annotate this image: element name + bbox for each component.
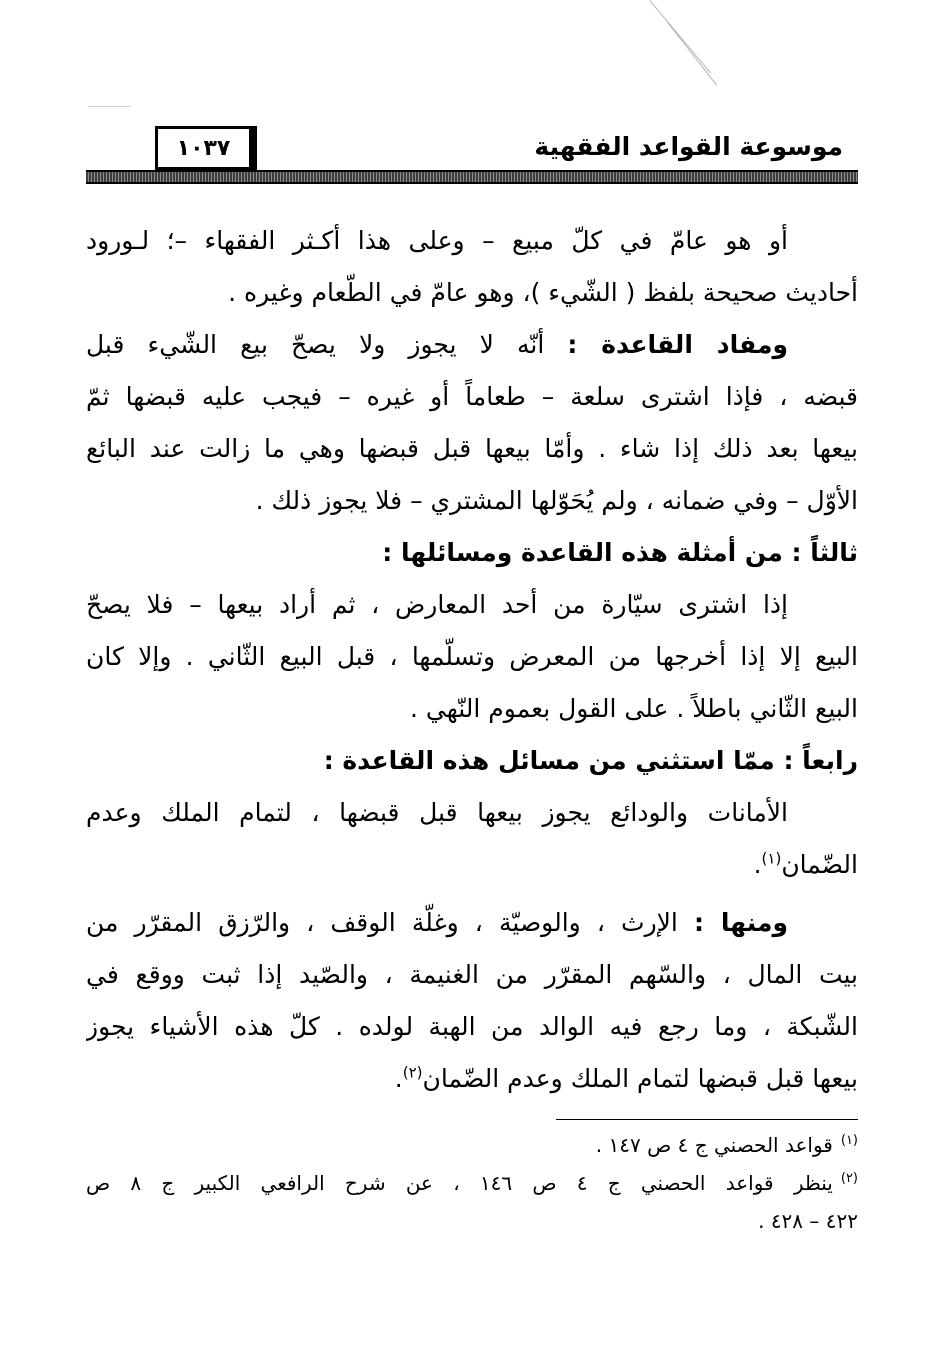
footnote-2-text: ينظر قواعد الحصني ج ٤ ص ١٤٦ ، عن شرح الرافعي الكبير ج ٨ ص [86,1171,833,1195]
paragraph-5-line-4-text: بيعها قبل قبضها لتمام الملك وعدم الضّمان [422,1064,858,1093]
footnote-rule [556,1119,858,1120]
paragraph-3-line-1: إذا اشترى سيّارة من أحد المعارض ، ثم أراد بيعها – فلا يصحّ [86,590,788,619]
page-number-box [155,126,257,170]
footnote-2-mark: (٢) [840,1171,858,1187]
paragraph-4-line-1: الأمانات والودائع يجوز بيعها قبل قبضها ، لتمام الملك وعدم [86,798,788,827]
page-number: ١٠٣٧ [176,135,231,161]
paragraph-2-line-2: قبضه ، فإذا اشترى سلعة – طعاماً أو غيره – فيجب عليه قبضها ثمّ [86,382,858,411]
paragraph-3-line-2: البيع إلا إذا أخرجها من المعرض وتسلّمها ، قبل البيع الثّاني . وإلا كان [86,642,858,671]
paragraph-3-line-3: البيع الثّاني باطلاً . على القول بعموم النّهي . [410,694,858,723]
paragraph-5-line-3: الشّبكة ، وما رجع فيه الوالد من الهبة لولده . كلّ هذه الأشياء يجوز [86,1012,858,1041]
footnote-1-text: قواعد الحصني ج ٤ ص ١٤٧ . [595,1133,833,1157]
paragraph-2-line-4: الأوّل – وفي ضمانه ، ولم يُحَوّلها المشتري – فلا يجوز ذلك . [255,486,858,515]
paragraph-5-line-4-end: . [394,1064,403,1093]
paragraph-5-line-4 [86,1053,858,1105]
paragraph-2-line-1-text: أنّه لا يجوز ولا يصحّ بيع الشّيء قبل [86,330,545,359]
section-heading-examples: ثالثاً : من أمثلة هذه القاعدة ومسائلها : [382,538,858,567]
paragraph-5-line-1-text: الإرث ، والوصيّة ، وغلّة الوقف ، والرّزق المقرّر من [86,908,678,937]
paragraph-5-line-2: بيت المال ، والسّهم المقرّر من الغنيمة ، والصّيد إذا ثبت ووقع في [86,960,858,989]
scan-artifact-line [667,22,717,86]
header-hairline [88,106,130,107]
paragraph-2-heading: ومفاد القاعدة : [567,330,788,359]
running-title: موسوعة القواعد الفقهية [534,132,843,161]
footnote-1-mark: (١) [840,1133,858,1149]
footnote-2 [86,1164,858,1202]
paragraph-4-line-2-end: . [753,850,762,879]
footnotes [86,1126,858,1240]
paragraph-4-line-2-text: الضّمان [781,850,858,879]
footnote-1 [86,1126,858,1164]
footnote-ref-2[interactable]: (٢) [402,1063,423,1082]
footnote-ref-1[interactable]: (١) [761,849,782,868]
page-body [86,215,858,1105]
paragraph-5-line-1 [86,897,858,949]
paragraph-2-line-1 [86,319,858,371]
section-heading-exceptions: رابعاً : ممّا استثني من مسائل هذه القاعدة : [323,746,858,775]
paragraph-2-line-3: بيعها بعد ذلك إذا شاء . وأمّا بيعها قبل قبضها وهي ما زالت عند البائع [86,434,858,463]
paragraph-1-line-1: أو هو عامّ في كلّ مبيع – وعلى هذا أكـثر الفقهاء –؛ لـورود [86,226,788,255]
paragraph-5-heading: ومنها : [694,908,789,937]
footnote-2-continuation: ٤٢٢ – ٤٢٨ . [758,1209,858,1233]
paragraph-4-line-2 [86,839,858,891]
paragraph-1-line-2: أحاديث صحيحة بلفظ ( الشّيء )، وهو عامّ في الطّعام وغيره . [228,278,858,307]
header-rule [86,170,858,184]
